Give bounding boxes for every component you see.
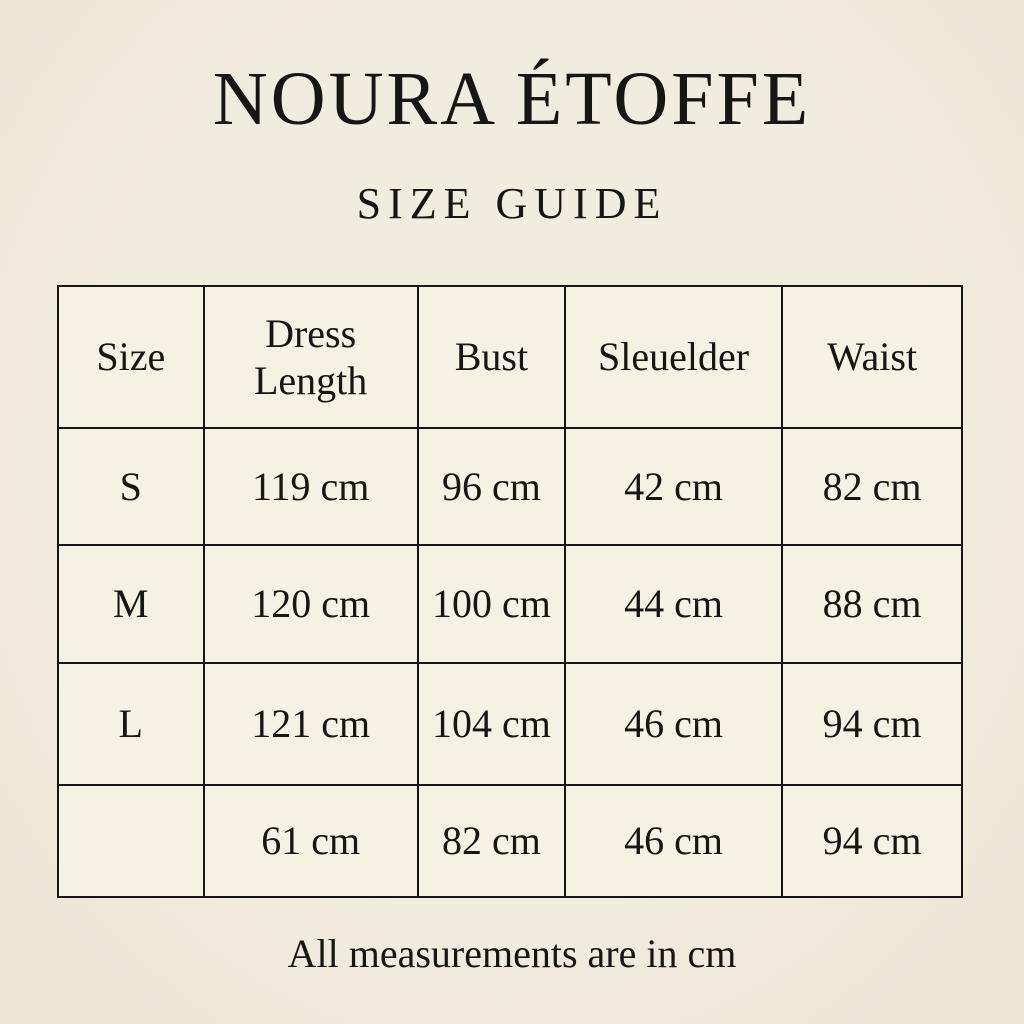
measurements-note: All measurements are in cm [287,931,737,976]
cell-bust: 104 cm [418,663,565,785]
cell-waist: 88 cm [782,545,962,663]
cell-bust: 96 cm [418,428,565,545]
cell-bust: 82 cm [418,785,565,897]
cell-size [58,785,204,897]
size-guide-table [57,285,963,898]
table-row [58,428,962,545]
col-header-bust: Bust [418,286,565,428]
cell-sleuelder: 46 cm [565,785,782,897]
brand-title: NOURA ÉTOFFE [212,57,812,141]
table-header-row [58,286,962,428]
table-row [58,785,962,897]
col-header-dress-length: Dress Length [204,286,418,428]
cell-dress-length: 120 cm [204,545,418,663]
cell-dress-length: 61 cm [204,785,418,897]
cell-waist: 94 cm [782,663,962,785]
cell-dress-length: 119 cm [204,428,418,545]
page-subtitle: SIZE GUIDE [356,179,668,228]
cell-sleuelder: 46 cm [565,663,782,785]
cell-waist: 82 cm [782,428,962,545]
cell-size: M [58,545,204,663]
cell-sleuelder: 42 cm [565,428,782,545]
col-header-waist: Waist [782,286,962,428]
table-row [58,663,962,785]
cell-waist: 94 cm [782,785,962,897]
cell-bust: 100 cm [418,545,565,663]
col-header-size: Size [58,286,204,428]
table-row [58,545,962,663]
cell-size: S [58,428,204,545]
cell-dress-length: 121 cm [204,663,418,785]
col-header-sleuelder: Sleuelder [565,286,782,428]
cell-size: L [58,663,204,785]
cell-sleuelder: 44 cm [565,545,782,663]
